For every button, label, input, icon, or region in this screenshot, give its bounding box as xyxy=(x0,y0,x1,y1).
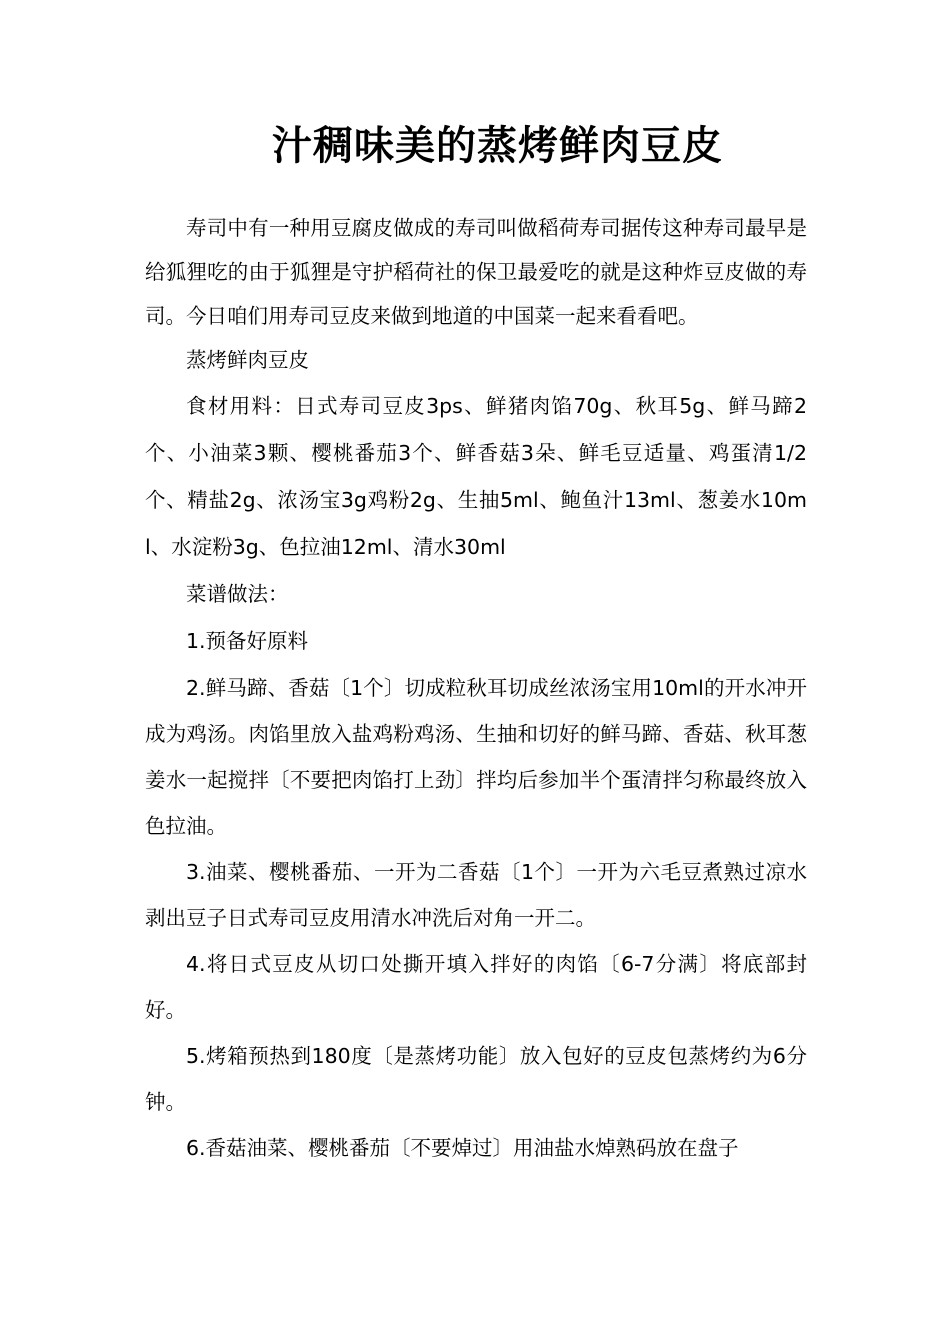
dish-name: 蒸烤鲜肉豆皮 xyxy=(186,348,309,372)
step-5: 5.烤箱预热到180度〔是蒸烤功能〕放入包好的豆皮包蒸烤约为6分钟。 xyxy=(145,1044,807,1114)
step-4: 4.将日式豆皮从切口处撕开填入拌好的肉馅〔6-7分满〕将底部封好。 xyxy=(145,952,807,1022)
intro-paragraph: 寿司中有一种用豆腐皮做成的寿司叫做稻荷寿司据传这种寿司最早是给狐狸吃的由于狐狸是守护稻荷社的保卫最爱吃的就是这种炸豆皮做的寿司。今日咱们用寿司豆皮来做到地道的中国菜一起来看看吧。 xyxy=(145,216,807,328)
step-2: 2.鲜马蹄、香菇〔1个〕切成粒秋耳切成丝浓汤宝用10ml的开水冲开成为鸡汤。肉馅里放入盐鸡粉鸡汤、生抽和切好的鲜马蹄、香菇、秋耳葱姜水一起搅拌〔不要把肉馅打上劲〕拌均后参加半个蛋清拌匀称最终放入色拉油。 xyxy=(145,676,807,838)
step-6: 6.香菇油菜、樱桃番茄〔不要焯过〕用油盐水焯熟码放在盘子 xyxy=(186,1136,739,1160)
step-3: 3.油菜、樱桃番茄、一开为二香菇〔1个〕一开为六毛豆煮熟过凉水剥出豆子日式寿司豆皮用清水冲洗后对角一开二。 xyxy=(145,860,807,930)
step-1: 1.预备好原料 xyxy=(186,629,309,653)
page-title: 汁稠味美的蒸烤鲜肉豆皮 xyxy=(272,123,723,169)
method-heading: 菜谱做法： xyxy=(186,582,289,606)
ingredients-paragraph: 食材用料：日式寿司豆皮3ps、鲜猪肉馅70g、秋耳5g、鲜马蹄2个、小油菜3颗、樱桃番茄3个、鲜香菇3朵、鲜毛豆适量、鸡蛋清1/2个、精盐2g、浓汤宝3g鸡粉2g、生抽5ml、鲍鱼汁13ml、葱姜水10ml、水淀粉3g、色拉油12ml、清水30ml xyxy=(145,394,807,559)
document-body xyxy=(145,206,807,1171)
